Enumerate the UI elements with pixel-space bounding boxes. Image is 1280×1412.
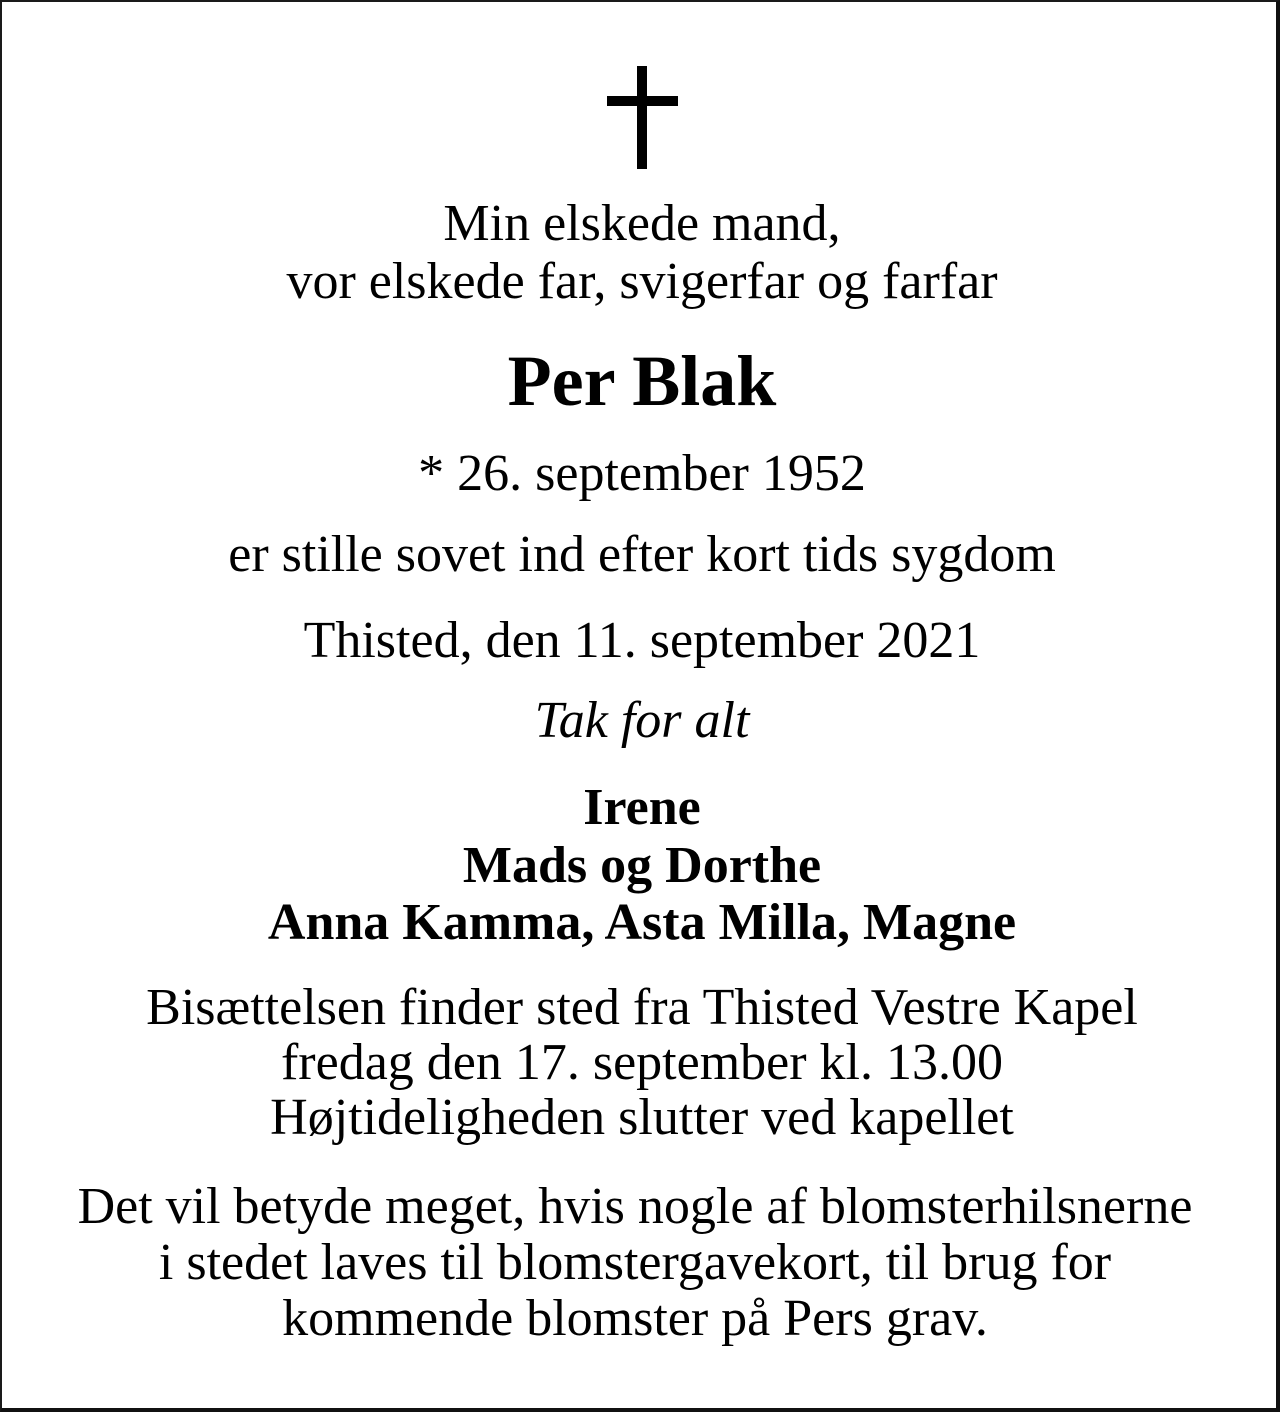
funeral-line-3: Højtideligheden slutter ved kapellet [270,1089,1014,1146]
birth-date [2,445,1280,503]
place-and-date [2,612,1280,670]
intro-text [2,195,1280,311]
funeral-details [2,980,1280,1145]
deceased-name [2,341,1280,421]
deceased-name-text: Per Blak [507,341,777,421]
family-names [2,779,1280,952]
passing-statement-text: er stille sovet ind efter kort tids sygdom [228,526,1056,583]
cross-horizontal-bar [607,96,678,106]
family-line-3: Anna Kamma, Asta Milla, Magne [267,894,1017,951]
cross-vertical-bar [637,66,647,169]
flowers-request [0,1179,1275,1347]
funeral-line-2: fredag den 17. september kl. 13.00 [280,1034,1003,1091]
thanks-line [2,692,1280,750]
passing-statement [2,526,1280,584]
family-line-1: Irene [583,779,701,836]
cross-icon [2,2,1280,182]
place-and-date-text: Thisted, den 11. september 2021 [303,612,981,669]
family-line-2: Mads og Dorthe [462,836,822,894]
flowers-line-3: kommende blomster på Pers grav. [282,1290,988,1347]
intro-line-1: Min elskede mand, [443,195,841,252]
flowers-line-1: Det vil betyde meget, hvis nogle af blomsterhilsnerne [77,1178,1193,1235]
intro-line-2: vor elskede far, svigerfar og farfar [286,253,998,310]
thanks-text: Tak for alt [534,692,750,749]
funeral-line-1: Bisættelsen finder sted fra Thisted Vestre Kapel [146,979,1138,1036]
birth-date-text: * 26. september 1952 [418,445,866,502]
flowers-line-2: i stedet laves til blomstergavekort, til brug for [158,1234,1112,1291]
